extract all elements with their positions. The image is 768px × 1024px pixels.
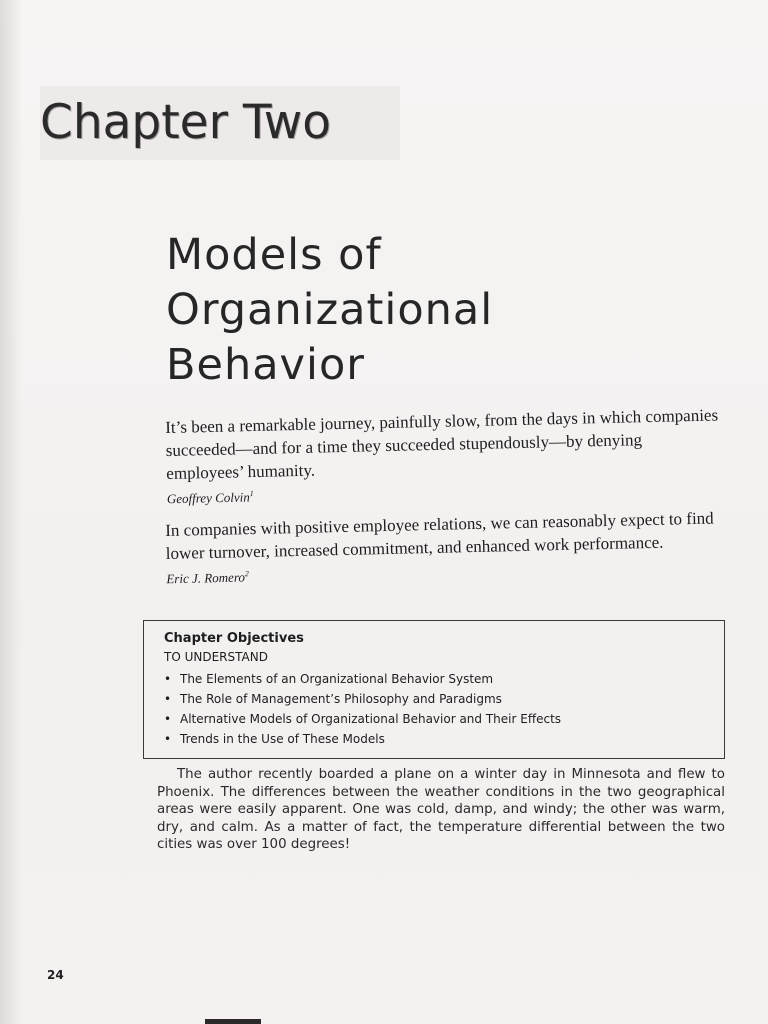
chapter-title-line: Behavior bbox=[166, 340, 365, 390]
epigraph-author-name: Eric J. Romero bbox=[166, 569, 246, 587]
objective-item: • The Role of Management’s Philosophy and Paradigms bbox=[164, 689, 724, 709]
epigraph-text: In companies with positive employee relations, we can reasonably expect to find lower turnover, increased commitment, and enhanced work performance. bbox=[165, 508, 714, 563]
chapter-title-line: Organizational bbox=[166, 285, 494, 335]
objective-item: • Alternative Models of Organizational Behavior and Their Effects bbox=[164, 709, 724, 729]
chapter-title-line: Models of bbox=[166, 230, 382, 280]
objective-item: • The Elements of an Organizational Behavior System bbox=[164, 669, 724, 689]
objective-item: • Trends in the Use of These Models bbox=[164, 729, 724, 749]
objectives-list bbox=[164, 669, 724, 749]
chapter-title bbox=[166, 228, 493, 393]
chapter-objectives-box bbox=[143, 620, 725, 759]
epigraph-2 bbox=[165, 506, 722, 589]
footnote-marker: 2 bbox=[244, 569, 249, 579]
footnote-marker: 1 bbox=[249, 489, 254, 499]
epigraph-1 bbox=[165, 403, 723, 509]
objectives-title: Chapter Objectives bbox=[164, 631, 304, 646]
epigraph-text: It’s been a remarkable journey, painfully slow, from the days in which companies succeeded—and for a time they succeeded stupendously—by denying employees’ humanity. bbox=[165, 405, 719, 483]
chapter-label: Chapter Two bbox=[40, 86, 400, 160]
objectives-subtitle: TO UNDERSTAND bbox=[164, 650, 268, 664]
bottom-edge-mark bbox=[205, 1019, 261, 1024]
page-number: 24 bbox=[47, 968, 64, 982]
page-edge-shadow bbox=[0, 0, 22, 1024]
epigraph-author-name: Geoffrey Colvin bbox=[166, 489, 250, 507]
body-paragraph: The author recently boarded a plane on a winter day in Minnesota and flew to Phoenix. The differences between the weather conditions in the two geographical areas were easily apparent. One was cold, damp, and windy; the other was warm, dry, and calm. As a matter of fact, the temperature differential between the two cities was over 100 degrees! bbox=[157, 767, 725, 852]
